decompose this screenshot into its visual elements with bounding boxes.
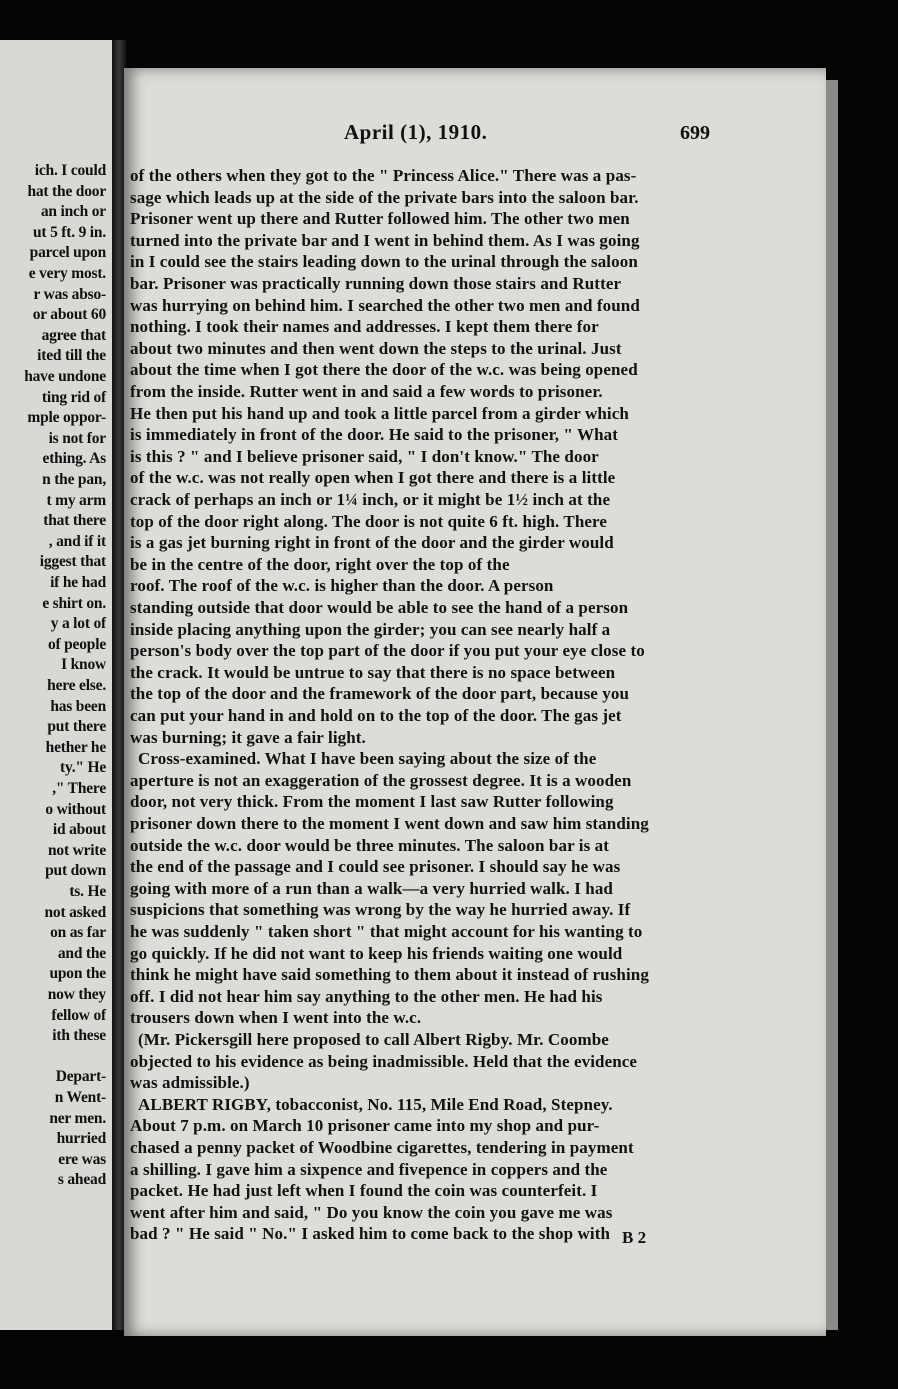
left-page-line: ith these (52, 1027, 106, 1045)
body-line: a shilling. I gave him a sixpence and fivepence in coppers and the (130, 1159, 608, 1179)
body-line: (Mr. Pickersgill here proposed to call Albert Rigby. Mr. Coombe (138, 1030, 609, 1049)
left-page-line: iggest that (39, 553, 106, 571)
body-line: about the time when I got there the door of the w.c. was being opened (130, 360, 638, 380)
body-line: can put your hand in and hold on to the top of the door. The gas jet (130, 706, 622, 725)
body-line: about two minutes and then went down the steps to the urinal. Just (130, 338, 622, 358)
body-line: Prisoner went up there and Rutter followed him. The other two men (130, 209, 630, 229)
body-line: is immediately in front of the door. He said to the prisoner, " What (130, 425, 618, 445)
body-line: Cross-examined. What I have been saying about the size of the (138, 749, 597, 769)
body-line: ALBERT RIGBY, tobacconist, No. 115, Mile End Road, Stepney. (138, 1094, 613, 1114)
right-page (124, 68, 826, 1336)
left-page-line: e very most. (28, 265, 106, 282)
left-page-line: have undone (24, 368, 106, 385)
body-line: crack of perhaps an inch or 1¼ inch, or it might be 1½ inch at the (130, 490, 611, 509)
left-page-line: that there (43, 512, 106, 530)
body-line: off. I did not hear him say anything to the other men. He had his (130, 986, 603, 1006)
left-page-line: ich. I could (34, 162, 106, 179)
body-line: of the w.c. was not really open when I got there and there is a little (130, 468, 616, 488)
body-line: bar. Prisoner was practically running down those stairs and Rutter (130, 274, 622, 293)
left-page-line: here else. (47, 677, 106, 694)
page-number: 699 (680, 122, 710, 144)
body-line: standing outside that door would be able to see the hand of a person (130, 598, 629, 617)
body-line: is a gas jet burning right in front of the door and the girder would (130, 533, 614, 553)
page-edge (826, 80, 838, 1330)
left-page (0, 40, 115, 1330)
left-page-line: put down (45, 862, 106, 880)
left-page-line: agree that (41, 326, 106, 344)
body-line: prisoner down there to the moment I went down and saw him standing (130, 814, 649, 833)
left-page-line: ts. He (69, 883, 106, 900)
left-page-line: ere was (58, 1150, 106, 1168)
left-page-line: ut 5 ft. 9 in. (33, 223, 106, 241)
left-page-line: r was abso- (33, 285, 106, 303)
left-page-line: not asked (44, 903, 106, 921)
body-line: from the inside. Rutter went in and said a few words to prisoner. (130, 382, 603, 401)
left-page-line: if he had (50, 574, 106, 591)
body-line: was burning; it gave a fair light. (130, 727, 366, 747)
left-page-line: hat the door (27, 182, 106, 200)
left-page-line: now they (47, 986, 106, 1003)
signature-mark: B 2 (622, 1228, 647, 1247)
left-page-line: ner men. (49, 1109, 106, 1127)
body-line: the top of the door and the framework of the door part, because you (130, 684, 630, 704)
body-line: think he might have said something to them about it instead of rushing (130, 965, 649, 985)
left-page-line: fellow of (51, 1006, 106, 1024)
left-page-line: hether he (45, 738, 106, 756)
body-line: went after him and said, " Do you know the coin you gave me was (130, 1202, 613, 1222)
body-line: turned into the private bar and I went in behind them. As I was going (130, 230, 640, 250)
left-page-line: n Went- (54, 1089, 106, 1106)
left-page-line: t my arm (46, 491, 106, 509)
body-line: top of the door right along. The door is not quite 6 ft. high. There (130, 511, 608, 531)
body-line: nothing. I took their names and addresses. I kept them there for (130, 317, 599, 337)
body-line: roof. The roof of the w.c. is higher than the door. A person (130, 576, 554, 596)
body-line: going with more of a run than a walk—a very hurried walk. I had (130, 878, 613, 898)
left-page-line: Depart- (55, 1068, 106, 1086)
body-line: objected to his evidence as being inadmissible. Held that the evidence (130, 1051, 638, 1071)
left-page-line: of people (47, 635, 106, 653)
left-page-line: n the pan, (42, 471, 106, 488)
left-page-line: ited till the (37, 347, 106, 365)
left-page-line: put there (47, 718, 106, 736)
left-page-line: hurried (56, 1130, 106, 1148)
body-line: was hurrying on behind him. I searched the other two men and found (130, 295, 640, 315)
left-page-line: e shirt on. (42, 594, 106, 612)
body-line: bad ? " He said " No." I asked him to come back to the shop with (130, 1224, 611, 1244)
left-page-line: is not for (48, 429, 106, 447)
body-line: sage which leads up at the side of the private bars into the saloon bar. (130, 187, 639, 207)
body-line: packet. He had just left when I found the coin was counterfeit. I (130, 1181, 598, 1201)
left-page-line: ting rid of (41, 388, 106, 406)
running-head-date: April (1), 1910. (344, 120, 488, 144)
body-line: outside the w.c. door would be three minutes. The saloon bar is at (130, 835, 610, 855)
body-line: the end of the passage and I could see prisoner. I should say he was (130, 857, 621, 877)
body-line: was admissible.) (130, 1073, 250, 1093)
body-line: person's body over the top part of the door if you put your eye close to (130, 641, 645, 661)
left-page-line: has been (50, 697, 106, 715)
left-page-line: ething. As (42, 450, 106, 468)
body-line: aperture is not an exaggeration of the grossest degree. It is a wooden (130, 770, 632, 790)
body-line: in I could see the stairs leading down to the urinal through the saloon (130, 252, 638, 272)
left-page-line: ," There (52, 780, 106, 797)
body-line: of the others when they got to the " Princess Alice." There was a pas- (130, 166, 637, 185)
body-line: trousers down when I went into the w.c. (130, 1008, 422, 1028)
left-page-line: and the (57, 944, 106, 962)
left-page-line: I know (61, 656, 106, 674)
body-line: He then put his hand up and took a little parcel from a girder which (130, 403, 629, 423)
left-page-line: id about (52, 821, 106, 839)
left-page-line: o without (45, 800, 106, 818)
body-line: chased a penny packet of Woodbine cigarettes, tendering in payment (130, 1138, 634, 1157)
body-line: he was suddenly " taken short " that might account for his wanting to (130, 922, 643, 941)
left-page-line: or about 60 (32, 306, 106, 324)
left-page-line: y a lot of (50, 615, 106, 633)
left-page-line: mple oppor- (27, 409, 106, 427)
body-line: suspicions that something was wrong by the way he hurried away. If (130, 900, 631, 920)
body-line: go quickly. If he did not want to keep his friends waiting one would (130, 943, 623, 963)
left-page-line: upon the (49, 965, 106, 983)
left-page-line: an inch or (40, 203, 106, 221)
body-line: About 7 p.m. on March 10 prisoner came into my shop and pur- (130, 1116, 600, 1136)
left-page-line: ty." He (60, 759, 106, 777)
left-page-line: parcel upon (29, 244, 106, 262)
body-line: the crack. It would be untrue to say that there is no space between (130, 662, 616, 682)
left-page-line: , and if it (48, 532, 106, 550)
body-line: inside placing anything upon the girder; you can see nearly half a (130, 619, 611, 639)
left-page-line: s ahead (57, 1171, 106, 1189)
left-page-line: on as far (50, 924, 106, 942)
body-line: door, not very thick. From the moment I last saw Rutter following (130, 792, 614, 812)
body-line: is this ? " and I believe prisoner said, " I don't know." The door (130, 446, 599, 466)
left-page-line: not write (47, 841, 106, 859)
body-line: be in the centre of the door, right over the top of the (130, 554, 510, 574)
